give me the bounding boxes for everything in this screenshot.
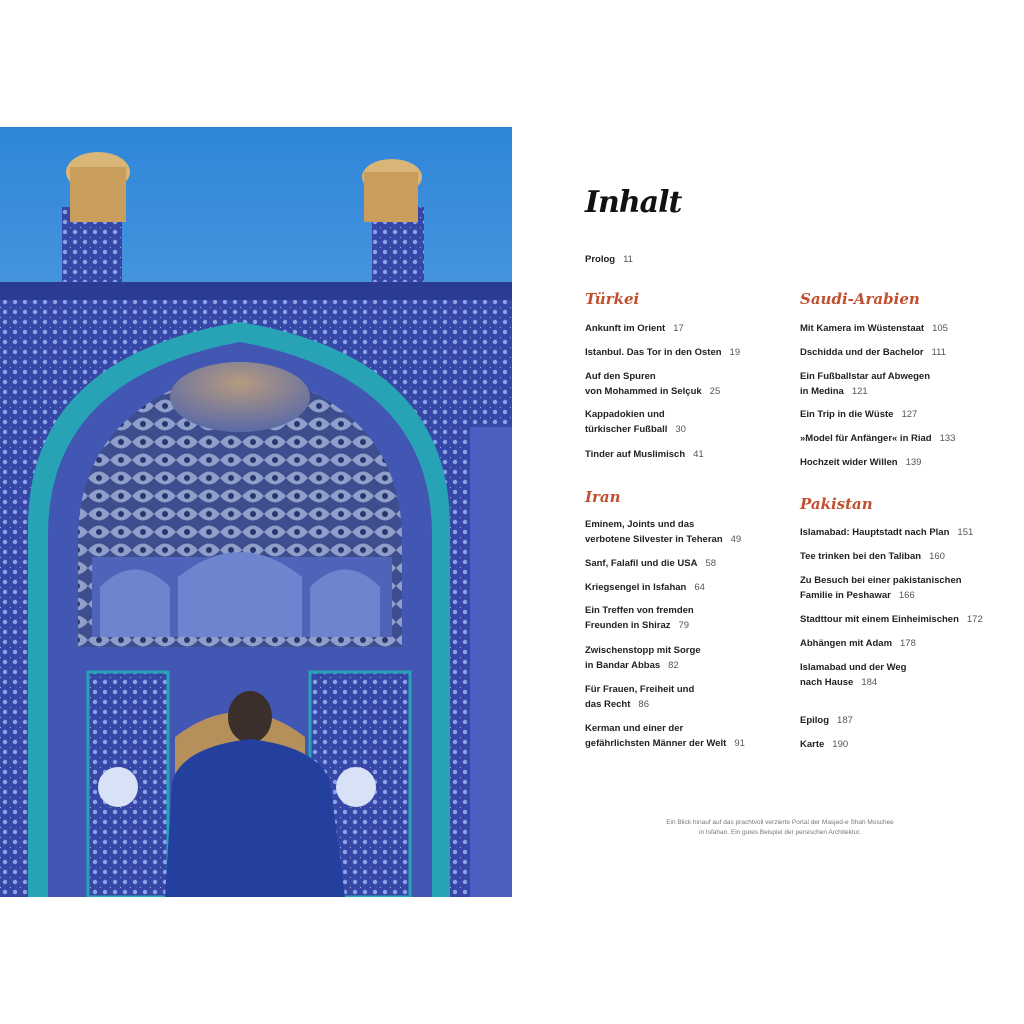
section-heading-iran: Iran	[585, 488, 621, 506]
section-heading-saudi-arabien: Saudi-Arabien	[800, 290, 920, 308]
toc-entry: Mit Kamera im Wüstenstaat 105	[800, 323, 948, 334]
mosque-photo	[0, 127, 512, 897]
toc-entry: Stadttour mit einem Einheimischen 172	[800, 614, 983, 625]
toc-entry: Sanf, Falafil und die USA 58	[585, 558, 717, 569]
toc-entry: Kriegsengel in Isfahan 64	[585, 582, 705, 593]
toc-title: Inhalt	[585, 185, 682, 220]
photo-caption: Ein Blick hinauf auf das prachtvoll verzierte Portal der Masjed-e Shah Moschee in Isfahan. Ein gutes Beispiel der persischen Architektur.	[666, 819, 894, 836]
section-heading-tuerkei: Türkei	[585, 290, 640, 308]
toc-entry: Istanbul. Das Tor in den Osten 19	[585, 347, 741, 358]
section-heading-pakistan: Pakistan	[800, 495, 873, 513]
toc-entry: Auf den Spuren von Mohammed in Selçuk 25	[585, 371, 721, 397]
toc-entry: Dschidda und der Bachelor 111	[800, 347, 946, 358]
toc-entry: Kappadokien und türkischer Fußball 30	[585, 409, 686, 435]
toc-entry: Ein Fußballstar auf Abwegen in Medina 121	[800, 371, 931, 397]
toc-entry: Ein Treffen von fremden Freunden in Shiraz 79	[585, 605, 694, 631]
toc-entry: »Model für Anfänger« in Riad 133	[800, 433, 956, 444]
toc-entry: Tinder auf Muslimisch 41	[585, 449, 704, 460]
toc-entry-karte: Karte 190	[800, 739, 849, 750]
toc-entry: Hochzeit wider Willen 139	[800, 457, 922, 468]
toc-entry: Eminem, Joints und das verbotene Silvester in Teheran 49	[585, 519, 742, 545]
toc-entry: Kerman und einer der gefährlichsten Männer der Welt 91	[585, 723, 745, 749]
toc-entry: Islamabad und der Weg nach Hause 184	[800, 662, 907, 688]
table-of-contents	[585, 185, 1005, 785]
toc-entry: Ein Trip in die Wüste 127	[800, 409, 918, 420]
toc-entry: Tee trinken bei den Taliban 160	[800, 551, 945, 562]
toc-entry: Islamabad: Hauptstadt nach Plan 151	[800, 527, 974, 538]
toc-entry: Abhängen mit Adam 178	[800, 638, 916, 649]
toc-entry: Zwischenstopp mit Sorge in Bandar Abbas 82	[585, 645, 701, 671]
toc-entry: Ankunft im Orient 17	[585, 323, 684, 334]
toc-entry: Zu Besuch bei einer pakistanischen Familie in Peshawar 166	[800, 575, 962, 601]
toc-entry-epilog: Epilog 187	[800, 715, 853, 726]
toc-entry: Für Frauen, Freiheit und das Recht 86	[585, 684, 695, 710]
toc-entry-prolog: Prolog 11	[585, 254, 633, 265]
